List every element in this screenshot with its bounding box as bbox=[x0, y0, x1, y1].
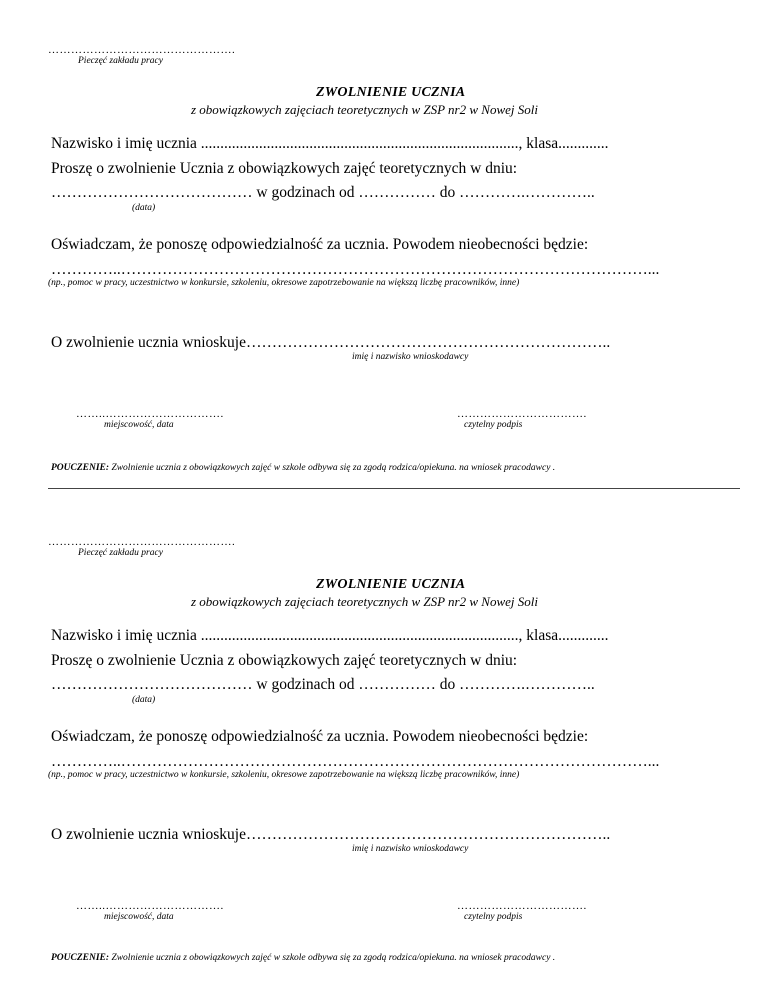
reason-hint: (np., pomoc w pracy, uczestnictwo w konkursie, szkoleniu, okresowe zapotrzebowanie na większą liczbę pracowników, inne) bbox=[48, 770, 520, 780]
date-label: (data) bbox=[132, 203, 156, 213]
request-line: Proszę o zwolnienie Ucznia z obowiązkowych zajęć teoretycznych w dniu: bbox=[51, 160, 518, 177]
stamp-label: Pieczęć zakładu pracy bbox=[78, 548, 163, 558]
release-form-top bbox=[0, 0, 768, 480]
declaration-line: Oświadczam, że ponoszę odpowiedzialność za ucznia. Powodem nieobecności będzie: bbox=[51, 236, 589, 253]
notice bbox=[51, 947, 555, 965]
request-line: Proszę o zwolnienie Ucznia z obowiązkowych zajęć teoretycznych w dniu: bbox=[51, 652, 518, 669]
stamp-dots: …………………………………………. bbox=[48, 536, 236, 548]
student-name-class-line[interactable]: Nazwisko i imię ucznia .................................................................................., klasa............. bbox=[51, 627, 609, 644]
place-date-label: miejscowość, data bbox=[104, 912, 174, 922]
reason-line[interactable]: …………..…………………………………………………………………………………………... bbox=[51, 261, 660, 278]
place-date-dots[interactable]: ……..…………………………. bbox=[76, 408, 224, 420]
signature-dots[interactable]: ……………………………. bbox=[457, 900, 587, 912]
signature-label: czytelny podpis bbox=[464, 420, 523, 430]
date-label: (data) bbox=[132, 695, 156, 705]
applicant-label: imię i nazwisko wnioskodawcy bbox=[352, 352, 469, 362]
notice-label: POUCZENIE: bbox=[51, 953, 110, 963]
applicant-label: imię i nazwisko wnioskodawcy bbox=[352, 844, 469, 854]
stamp-label: Pieczęć zakładu pracy bbox=[78, 56, 163, 66]
form-subtitle: z obowiązkowych zajęciach teoretycznych w ZSP nr2 w Nowej Soli bbox=[191, 594, 538, 609]
reason-hint: (np., pomoc w pracy, uczestnictwo w konkursie, szkoleniu, okresowe zapotrzebowanie na większą liczbę pracowników, inne) bbox=[48, 278, 520, 288]
date-hours-line[interactable]: ………………………………… w godzinach od …………… do ………….………….. bbox=[51, 676, 595, 693]
place-date-label: miejscowość, data bbox=[104, 420, 174, 430]
notice bbox=[51, 457, 555, 475]
form-title: ZWOLNIENIE UCZNIA bbox=[316, 577, 466, 592]
applicant-line[interactable]: O zwolnienie ucznia wnioskuje…………………………………………………………….. bbox=[51, 826, 611, 843]
form-title: ZWOLNIENIE UCZNIA bbox=[316, 85, 466, 100]
release-form-bottom bbox=[0, 492, 768, 972]
signature-label: czytelny podpis bbox=[464, 912, 523, 922]
student-name-class-line[interactable]: Nazwisko i imię ucznia .................................................................................., klasa............. bbox=[51, 135, 609, 152]
cut-line-separator bbox=[48, 488, 740, 489]
notice-text: Zwolnienie ucznia z obowiązkowych zajęć w szkole odbywa się za zgodą rodzica/opiekuna. na wniosek pracodawcy . bbox=[109, 463, 556, 473]
form-subtitle: z obowiązkowych zajęciach teoretycznych w ZSP nr2 w Nowej Soli bbox=[191, 102, 538, 117]
declaration-line: Oświadczam, że ponoszę odpowiedzialność za ucznia. Powodem nieobecności będzie: bbox=[51, 728, 589, 745]
stamp-dots: …………………………………………. bbox=[48, 44, 236, 56]
notice-text: Zwolnienie ucznia z obowiązkowych zajęć w szkole odbywa się za zgodą rodzica/opiekuna. na wniosek pracodawcy . bbox=[109, 953, 556, 963]
applicant-line[interactable]: O zwolnienie ucznia wnioskuje…………………………………………………………….. bbox=[51, 334, 611, 351]
signature-dots[interactable]: ……………………………. bbox=[457, 408, 587, 420]
notice-label: POUCZENIE: bbox=[51, 463, 110, 473]
place-date-dots[interactable]: ……..…………………………. bbox=[76, 900, 224, 912]
date-hours-line[interactable]: ………………………………… w godzinach od …………… do ………….………….. bbox=[51, 184, 595, 201]
reason-line[interactable]: …………..…………………………………………………………………………………………... bbox=[51, 753, 660, 770]
